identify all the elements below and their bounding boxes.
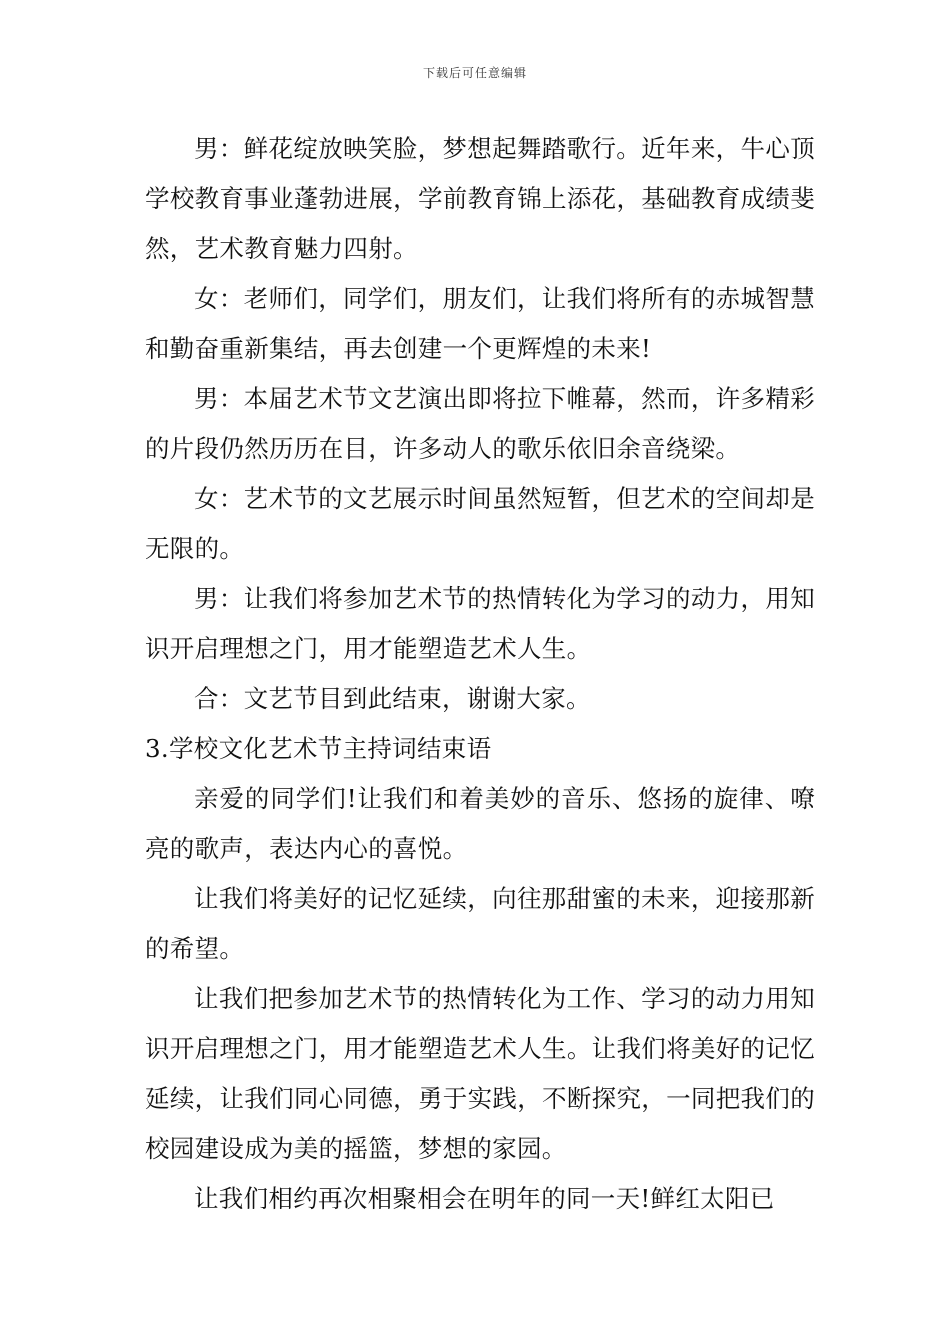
paragraph-10: 让我们相约再次相聚相会在明年的同一天!鲜红太阳已: [194, 1184, 775, 1213]
section-heading: 3.学校文化艺术节主持词结束语: [145, 734, 492, 763]
paragraph-8: 让我们将美好的记忆延续，向往那甜蜜的未来，迎接那新的希望。: [145, 884, 815, 963]
paragraph-5: 男：让我们将参加艺术节的热情转化为学习的动力，用知识开启理想之门，用才能塑造艺术人生。: [145, 584, 815, 663]
paragraph-2: 女：老师们，同学们，朋友们，让我们将所有的赤城智慧和勤奋重新集结，再去创建一个更辉煌的未来!: [145, 284, 815, 363]
paragraph-6: 合：文艺节目到此结束，谢谢大家。: [194, 684, 591, 713]
paragraph-1: 男：鲜花绽放映笑脸，梦想起舞踏歌行。近年来，牛心顶学校教育事业蓬勃进展，学前教育锦上添花，基础教育成绩斐然，艺术教育魅力四射。: [145, 134, 815, 263]
paragraph-7: 亲爱的同学们!让我们和着美妙的音乐、悠扬的旋律、嘹亮的歌声，表达内心的喜悦。: [145, 784, 815, 863]
page-header-note: 下载后可任意编辑: [422, 66, 527, 80]
paragraph-3: 男：本届艺术节文艺演出即将拉下帷幕，然而，许多精彩的片段仍然历历在目，许多动人的歌乐依旧余音绕梁。: [145, 384, 815, 463]
paragraph-4: 女：艺术节的文艺展示时间虽然短暂，但艺术的空间却是无限的。: [145, 484, 815, 563]
paragraph-9: 让我们把参加艺术节的热情转化为工作、学习的动力用知识开启理想之门，用才能塑造艺术人生。让我们将美好的记忆延续，让我们同心同德，勇于实践，不断探究，一同把我们的校园建设成为美的摇篮，梦想的家园。: [145, 984, 815, 1163]
document-body: [145, 124, 815, 1224]
